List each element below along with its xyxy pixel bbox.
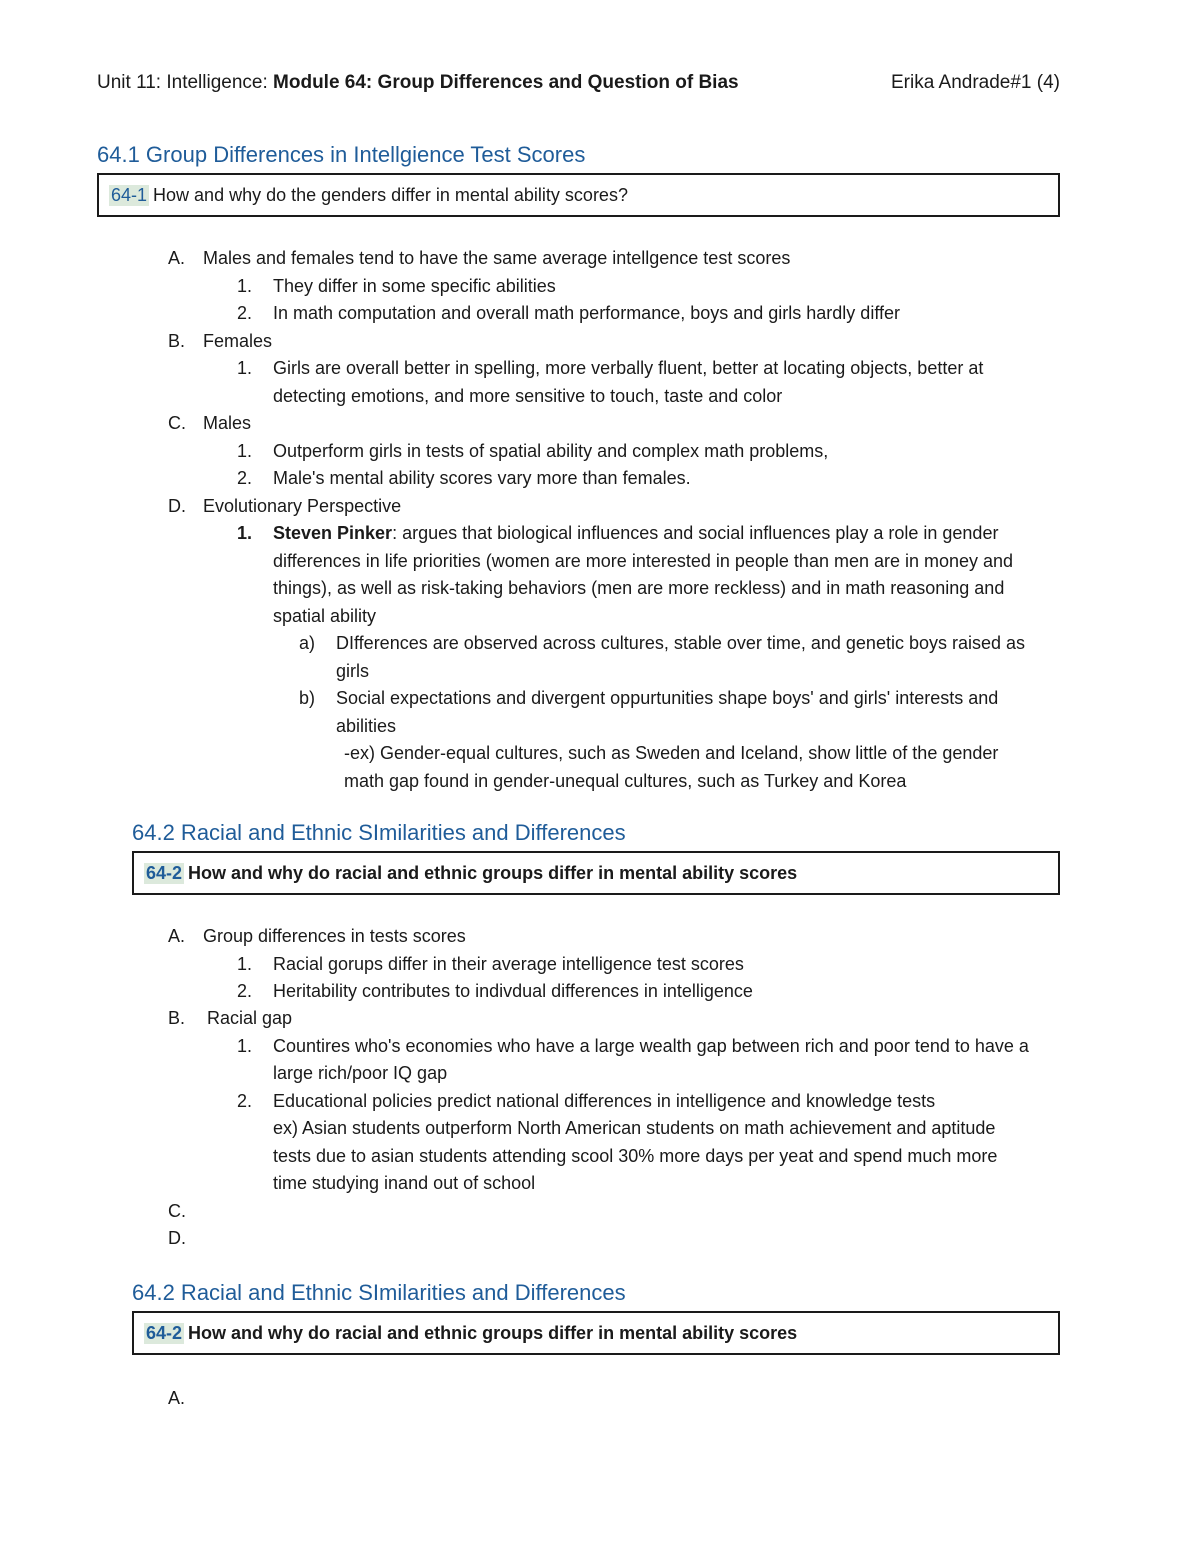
section-title: 64.2 Racial and Ethnic SImilarities and Differences (132, 1280, 626, 1305)
list-item: Male's mental ability scores vary more than females. (273, 468, 691, 488)
list-item: Social expectations and divergent oppurtunities shape boys' and girls' interests and (336, 688, 999, 708)
header-title: Unit 11: Intelligence: Module 64: Group Differences and Question of Bias (97, 72, 739, 93)
list-marker: C. (168, 413, 186, 433)
list-marker: A. (168, 1388, 186, 1408)
list-marker: A. (168, 926, 186, 946)
list-item: Males (203, 413, 252, 433)
list-marker: 2. (237, 981, 253, 1001)
example-text: ex) Asian students outperform North American students on math achievement and aptitude (273, 1118, 996, 1138)
list-marker: 2. (237, 468, 253, 488)
section-title: 64.2 Racial and Ethnic SImilarities and Differences (132, 820, 626, 845)
module-title: Module 64: Group Differences and Question of Bias (273, 72, 739, 93)
person-name: Steven Pinker (273, 523, 393, 543)
list-item: Evolutionary Perspective (203, 496, 402, 516)
page-header (97, 72, 1060, 94)
list-marker: a) (299, 633, 316, 653)
list-item: Racial gorups differ in their average intelligence test scores (273, 954, 744, 974)
question-text: How and why do the genders differ in mental ability scores? (153, 184, 628, 205)
list-item: Steven Pinker: argues that biological influences and social influences play a role in gender (273, 523, 999, 543)
list-item: spatial ability (273, 606, 377, 626)
example-text: time studying inand out of school (273, 1173, 536, 1193)
list-item: abilities (336, 716, 397, 736)
list-item: Girls are overall better in spelling, more verbally fluent, better at locating objects, better at (273, 358, 984, 378)
list-item: differences in life priorities (women are more interested in people than men are in money and (273, 551, 1014, 571)
question-number: 64-2 (146, 1322, 183, 1343)
list-marker: D. (168, 496, 186, 516)
example-text: math gap found in gender-unequal cultures, such as Turkey and Korea (344, 771, 907, 791)
list-marker: 1. (237, 276, 253, 296)
list-item: detecting emotions, and more sensitive to touch, taste and color (273, 386, 783, 406)
list-item: large rich/poor IQ gap (273, 1063, 448, 1083)
question-number: 64-1 (111, 184, 148, 205)
list-marker: 1. (237, 441, 253, 461)
example-text: -ex) Gender-equal cultures, such as Sweden and Iceland, show little of the gender (344, 743, 999, 763)
question-text: How and why do racial and ethnic groups differ in mental ability scores (188, 862, 798, 883)
list-marker: 2. (237, 303, 253, 323)
list-item: girls (336, 661, 370, 681)
question-box (132, 851, 1060, 895)
question-box (97, 173, 1060, 217)
list-marker: 1. (237, 523, 253, 543)
list-item: DIfferences are observed across cultures, stable over time, and genetic boys raised as (336, 633, 1026, 653)
list-item: Countires who's economies who have a large wealth gap between rich and poor tend to have a (273, 1036, 1029, 1056)
list-marker: A. (168, 248, 186, 268)
list-item: Outperform girls in tests of spatial ability and complex math problems, (273, 441, 829, 461)
list-marker: 2. (237, 1091, 253, 1111)
list-item: They differ in some specific abilities (273, 276, 556, 296)
example-text: tests due to asian students attending scool 30% more days per yeat and spend much more (273, 1146, 998, 1166)
list-marker: D. (168, 1228, 186, 1248)
section-title: 64.1 Group Differences in Intellgience Test Scores (97, 142, 586, 167)
list-marker: B. (168, 1008, 186, 1028)
list-item: Males and females tend to have the same average intellgence test scores (203, 248, 791, 268)
question-number: 64-2 (146, 862, 183, 883)
list-marker: B. (168, 331, 186, 351)
author-name: Erika Andrade#1 (4) (891, 72, 1060, 93)
list-item: In math computation and overall math performance, boys and girls hardly differ (273, 303, 900, 323)
question-box (132, 1311, 1060, 1355)
list-marker: 1. (237, 954, 253, 974)
list-marker: 1. (237, 1036, 253, 1056)
question-text: How and why do racial and ethnic groups differ in mental ability scores (188, 1322, 798, 1343)
list-item: Heritability contributes to indivdual differences in intelligence (273, 981, 753, 1001)
list-marker: b) (299, 688, 316, 708)
list-item: Racial gap (207, 1008, 293, 1028)
list-item: things), as well as risk-taking behaviors (men are more reckless) and in math reasoning and (273, 578, 1005, 598)
list-marker: 1. (237, 358, 253, 378)
list-item: Group differences in tests scores (203, 926, 466, 946)
list-item: Educational policies predict national differences in intelligence and knowledge tests (273, 1091, 936, 1111)
list-item: Females (203, 331, 273, 351)
list-marker: C. (168, 1201, 186, 1221)
